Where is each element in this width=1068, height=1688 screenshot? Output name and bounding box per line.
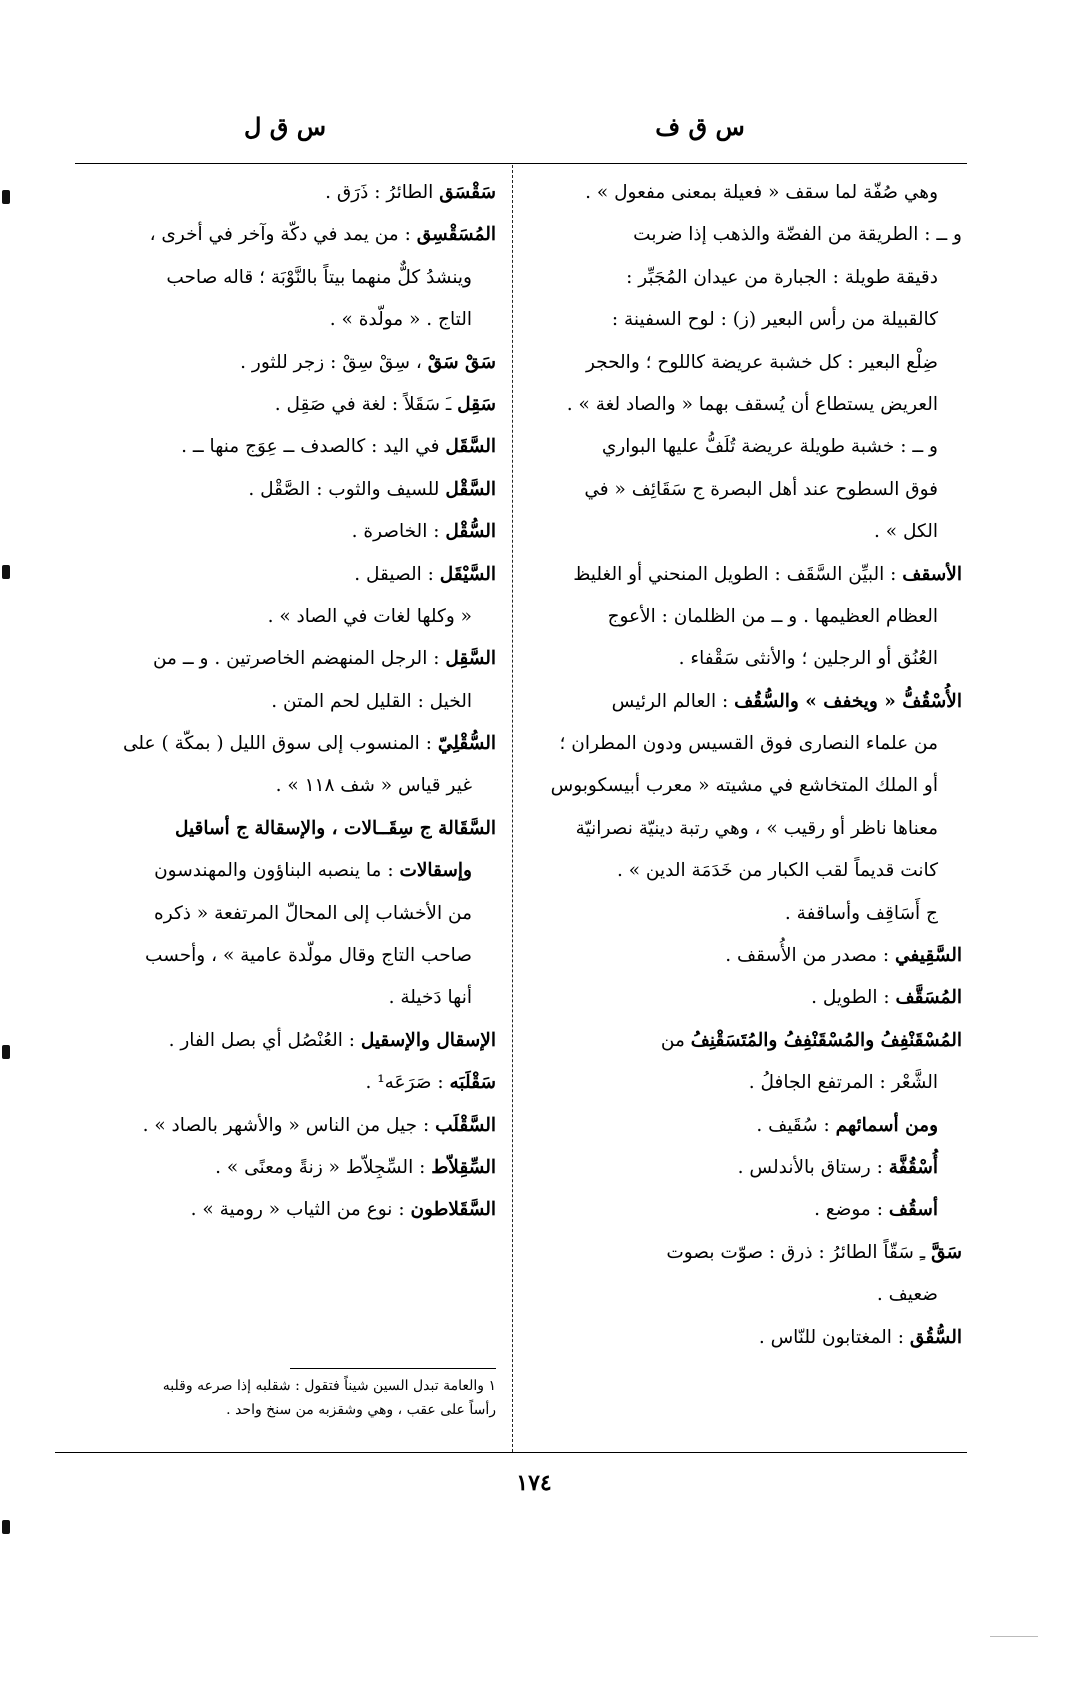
entry-text: ، سِقْ سِقْ : زجر للثور . [240,351,428,373]
entry-text: : الصيقل . [354,563,440,585]
entry-line [66,554,496,596]
entry-line [522,1062,962,1104]
entry-text: غير قياس « شف ١١٨ » . [275,775,472,797]
entry-line [522,214,962,256]
entry-line [522,1274,962,1316]
entry-line [522,172,962,214]
entry-line [522,554,962,596]
footnote-line: رأساً على عقب ، وهي وشقزبه من سنخ واحد . [226,1402,496,1418]
entry-line [66,681,496,723]
entry-line [66,299,496,341]
entry-line [522,1020,962,1062]
entry-text: للسيف والثوب : الصَّقْل . [248,478,446,500]
headword: السُّقُق [909,1326,962,1348]
entry-text: دقيقة طويلة : الجبارة من عيدان المُجَبِّر : [626,266,938,288]
headword: السَّقَالة ج سِقَــالات ، والإسقالة ج أساقيل [174,817,496,839]
entry-line [66,808,496,850]
headword: أسقُف [888,1199,938,1221]
entry-text: الشَّعْر : المرتفع الجافلُ . [748,1072,938,1094]
entry-text: فوق السطوح عند أهل البصرة ج سَقَائِف « في [584,478,938,500]
entry-line [66,384,496,426]
entry-text: صاحب التاج وقال مولّدة عامية » ، وأحسب [145,945,472,967]
headword: سَقْسَق [439,182,496,203]
headword: وإسقالات [399,860,472,882]
entry-line [522,257,962,299]
entry-text: : الطويل . [811,987,896,1009]
entry-text: و ــ : الطريقة من الفضّة والذهب إذا ضربت [633,224,962,246]
entry-text: كالقبيلة من رأس البعير (ز) : لوح السفينة : [611,309,938,331]
entry-line [522,765,962,807]
entry-line [66,850,496,892]
entry-text: : مصدر من الأُسقف . [725,945,895,967]
entry-text: العظام العظيمها . و ــ من الظلمان : الأعوج [607,605,938,627]
entry-text: الخيل : القليل لحم المتن . [271,690,472,712]
entry-text: : نوع من الثياب « رومية » . [190,1199,411,1221]
entry-line [522,596,962,638]
left-column [66,172,496,1232]
entry-text: : الخاصرة . [351,521,446,543]
entry-text: التاج . « مولّدة » . [329,309,472,331]
headword: سَقَّ [931,1241,962,1263]
headword: الأسقف [902,563,962,585]
entry-text: و ــ : خشبة طويلة عريضة تُلَفُّ عليها البواري [601,436,938,458]
headword: المُسَقَّف [895,987,962,1009]
entry-line [66,511,496,553]
entry-line [522,384,962,426]
headword: السِّقِلاّط [431,1156,496,1178]
entry-line [66,469,496,511]
column-divider [512,165,513,1452]
headword: السَّقَلاطون [410,1199,496,1221]
entry-text: كانت قديماً لقب الكبار من خَدَمَة الدين » . [616,860,938,882]
entry-line [66,765,496,807]
entry-line [522,808,962,850]
top-rule [75,163,967,164]
headword: السُّقْلِيّ [437,733,496,755]
entry-line [522,850,962,892]
scan-mark [2,565,10,579]
headword: السَّيْقَل [439,563,496,585]
headword: السَّقَل [445,436,496,458]
page-number: ١٧٤ [516,1470,552,1496]
entry-line [66,977,496,1019]
headword: المُسَقْسِق [416,224,496,246]
entry-text: ضِلْع البعير : كل خشبة عريضة كاللوح ؛ والحجر [585,351,938,373]
entry-line [66,723,496,765]
right-column [522,172,962,1359]
headword: سَقْ سَقْ [427,351,496,373]
footnote-rule [290,1368,496,1369]
entry-line [66,638,496,680]
entry-line [522,1105,962,1147]
entry-line [522,1317,962,1359]
entry-text: : البيِّن السَّقَف : الطويل المنحني أو الغليظ [573,563,903,585]
entry-line [522,1232,962,1274]
entry-text: : المنسوب إلى سوق الليل ( بمكّة ) على [123,733,438,755]
entry-line [66,596,496,638]
entry-text: : سُقَيف . [756,1114,836,1136]
entry-text: : المغتابون للنّاس . [758,1326,910,1348]
entry-text: : السِّجِلاّط « زنةً ومعنًى » . [215,1156,432,1178]
headword: الأُسْقُفُّ « ويخفف » والسُّقُف [734,690,962,712]
scan-mark [2,190,10,204]
entry-line [66,214,496,256]
entry-line [522,342,962,384]
running-head-left: س ق ل [243,112,327,141]
entry-line [522,511,962,553]
entry-line [522,935,962,977]
entry-text: من علماء النصارى فوق القسيس ودون المطران ؛ [559,733,938,755]
entry-text: : من يمد في دكّة وآخر في أخرى ، [149,224,417,246]
headword: ومن أسمائهم [835,1114,938,1136]
entry-text: في اليد : كالصدف ــ عِوَج منها ــ . [181,436,446,458]
bottom-rule [55,1452,967,1453]
entry-text: وهي صُفّة لما سقف « فعيلة بمعنى مفعول » . [585,182,938,203]
entry-text: وينشدُ كلٌّ منهما بيتاً بالنَّوْبَة ؛ قاله صاحب [166,266,472,288]
entry-text: الكل » . [874,521,938,543]
entry-line [66,1020,496,1062]
entry-line [66,893,496,935]
entry-text: أو الملك المتخاشع في مشيته « معرب أبيسكوبوس [550,775,938,797]
entry-line [522,723,962,765]
entry-text: : جيل من الناس « والأشهر بالصاد » . [142,1114,436,1136]
entry-text: العريض يستطاع أن يُسقف بهما « والصاد لغة » . [566,393,938,415]
entry-line [66,172,496,214]
entry-line [66,1189,496,1231]
headword: سَقْلَبَه [449,1072,496,1094]
entry-text: ج أَسَاقِف وأساقفة . [784,902,938,924]
entry-line [66,935,496,977]
entry-text: : موضع . [814,1199,889,1221]
entry-line [522,426,962,468]
headword: السَّقْل [445,478,496,500]
entry-text: : ما ينصبه البناؤون والمهندسون [154,860,400,882]
running-head-right: س ق ف [655,112,745,141]
entry-text: من [660,1029,691,1051]
entry-line [522,681,962,723]
entry-line [66,1147,496,1189]
entry-text: : صَرَعَه¹ . [365,1072,450,1094]
entry-text: : الرجل المنهضم الخاصرتين . و ــ من [152,648,446,670]
entry-line [522,638,962,680]
entry-line [66,342,496,384]
entry-line [66,426,496,468]
entry-line [522,299,962,341]
entry-text: الطائرُ : ذَرَق . [325,182,440,203]
entry-text: : العالم الرئيس [611,690,735,712]
entry-line [66,1062,496,1104]
entry-line [522,1147,962,1189]
entry-text: أنها دَخيلة . [388,987,472,1009]
headword: سَقِل [457,393,496,415]
headword: السَّقِل [445,648,496,670]
headword: المُسْقَنْفِفُ والمُسْقَنْفِفُ والمُتَسَقْنِفُ [690,1029,962,1051]
footnote [66,1374,496,1422]
headword: السَّقْلَب [435,1114,496,1136]
entry-text: معناها ناظر أو رقيب » ، وهي رتبة دينيّة نصرانيّة [575,817,938,839]
entry-text: من الأخشاب إلى المحالّ المرتفعة « ذكره [154,902,472,924]
scan-speck [990,1636,1038,1637]
entry-text: « وكلها لغات في الصاد » . [267,605,472,627]
entry-text: ضعيف . [876,1284,938,1306]
headword: الإسقال والإسقيل [360,1029,496,1051]
entry-line [66,1105,496,1147]
entry-line [522,893,962,935]
entry-text: ـِ سَقّاً الطائرُ : ذرق : صوّت بصوت [666,1241,932,1263]
entry-text: ـَ سَقَلاً : لغة في صَقِل . [274,393,458,415]
scan-mark [2,1520,10,1534]
scan-mark [2,1045,10,1059]
entry-line [522,469,962,511]
headword: أُسْقُفَّة [888,1156,938,1178]
footnote-line: ١ والعامة تبدل السين شيناً فتقول : شقلبه إذا صرعه وقلبه [162,1378,496,1394]
entry-line [66,257,496,299]
entry-text: العُنُق أو الرجلين ؛ والأنثى سَقْفاء . [678,648,938,670]
entry-text: : العُنْصُل أي بصل الفار . [168,1029,361,1051]
headword: السَّقِيفي [895,945,962,967]
entry-line [522,977,962,1019]
entry-line [522,1189,962,1231]
entry-text: : رستاق بالأندلس . [737,1156,889,1178]
headword: السُّقْل [445,521,496,543]
